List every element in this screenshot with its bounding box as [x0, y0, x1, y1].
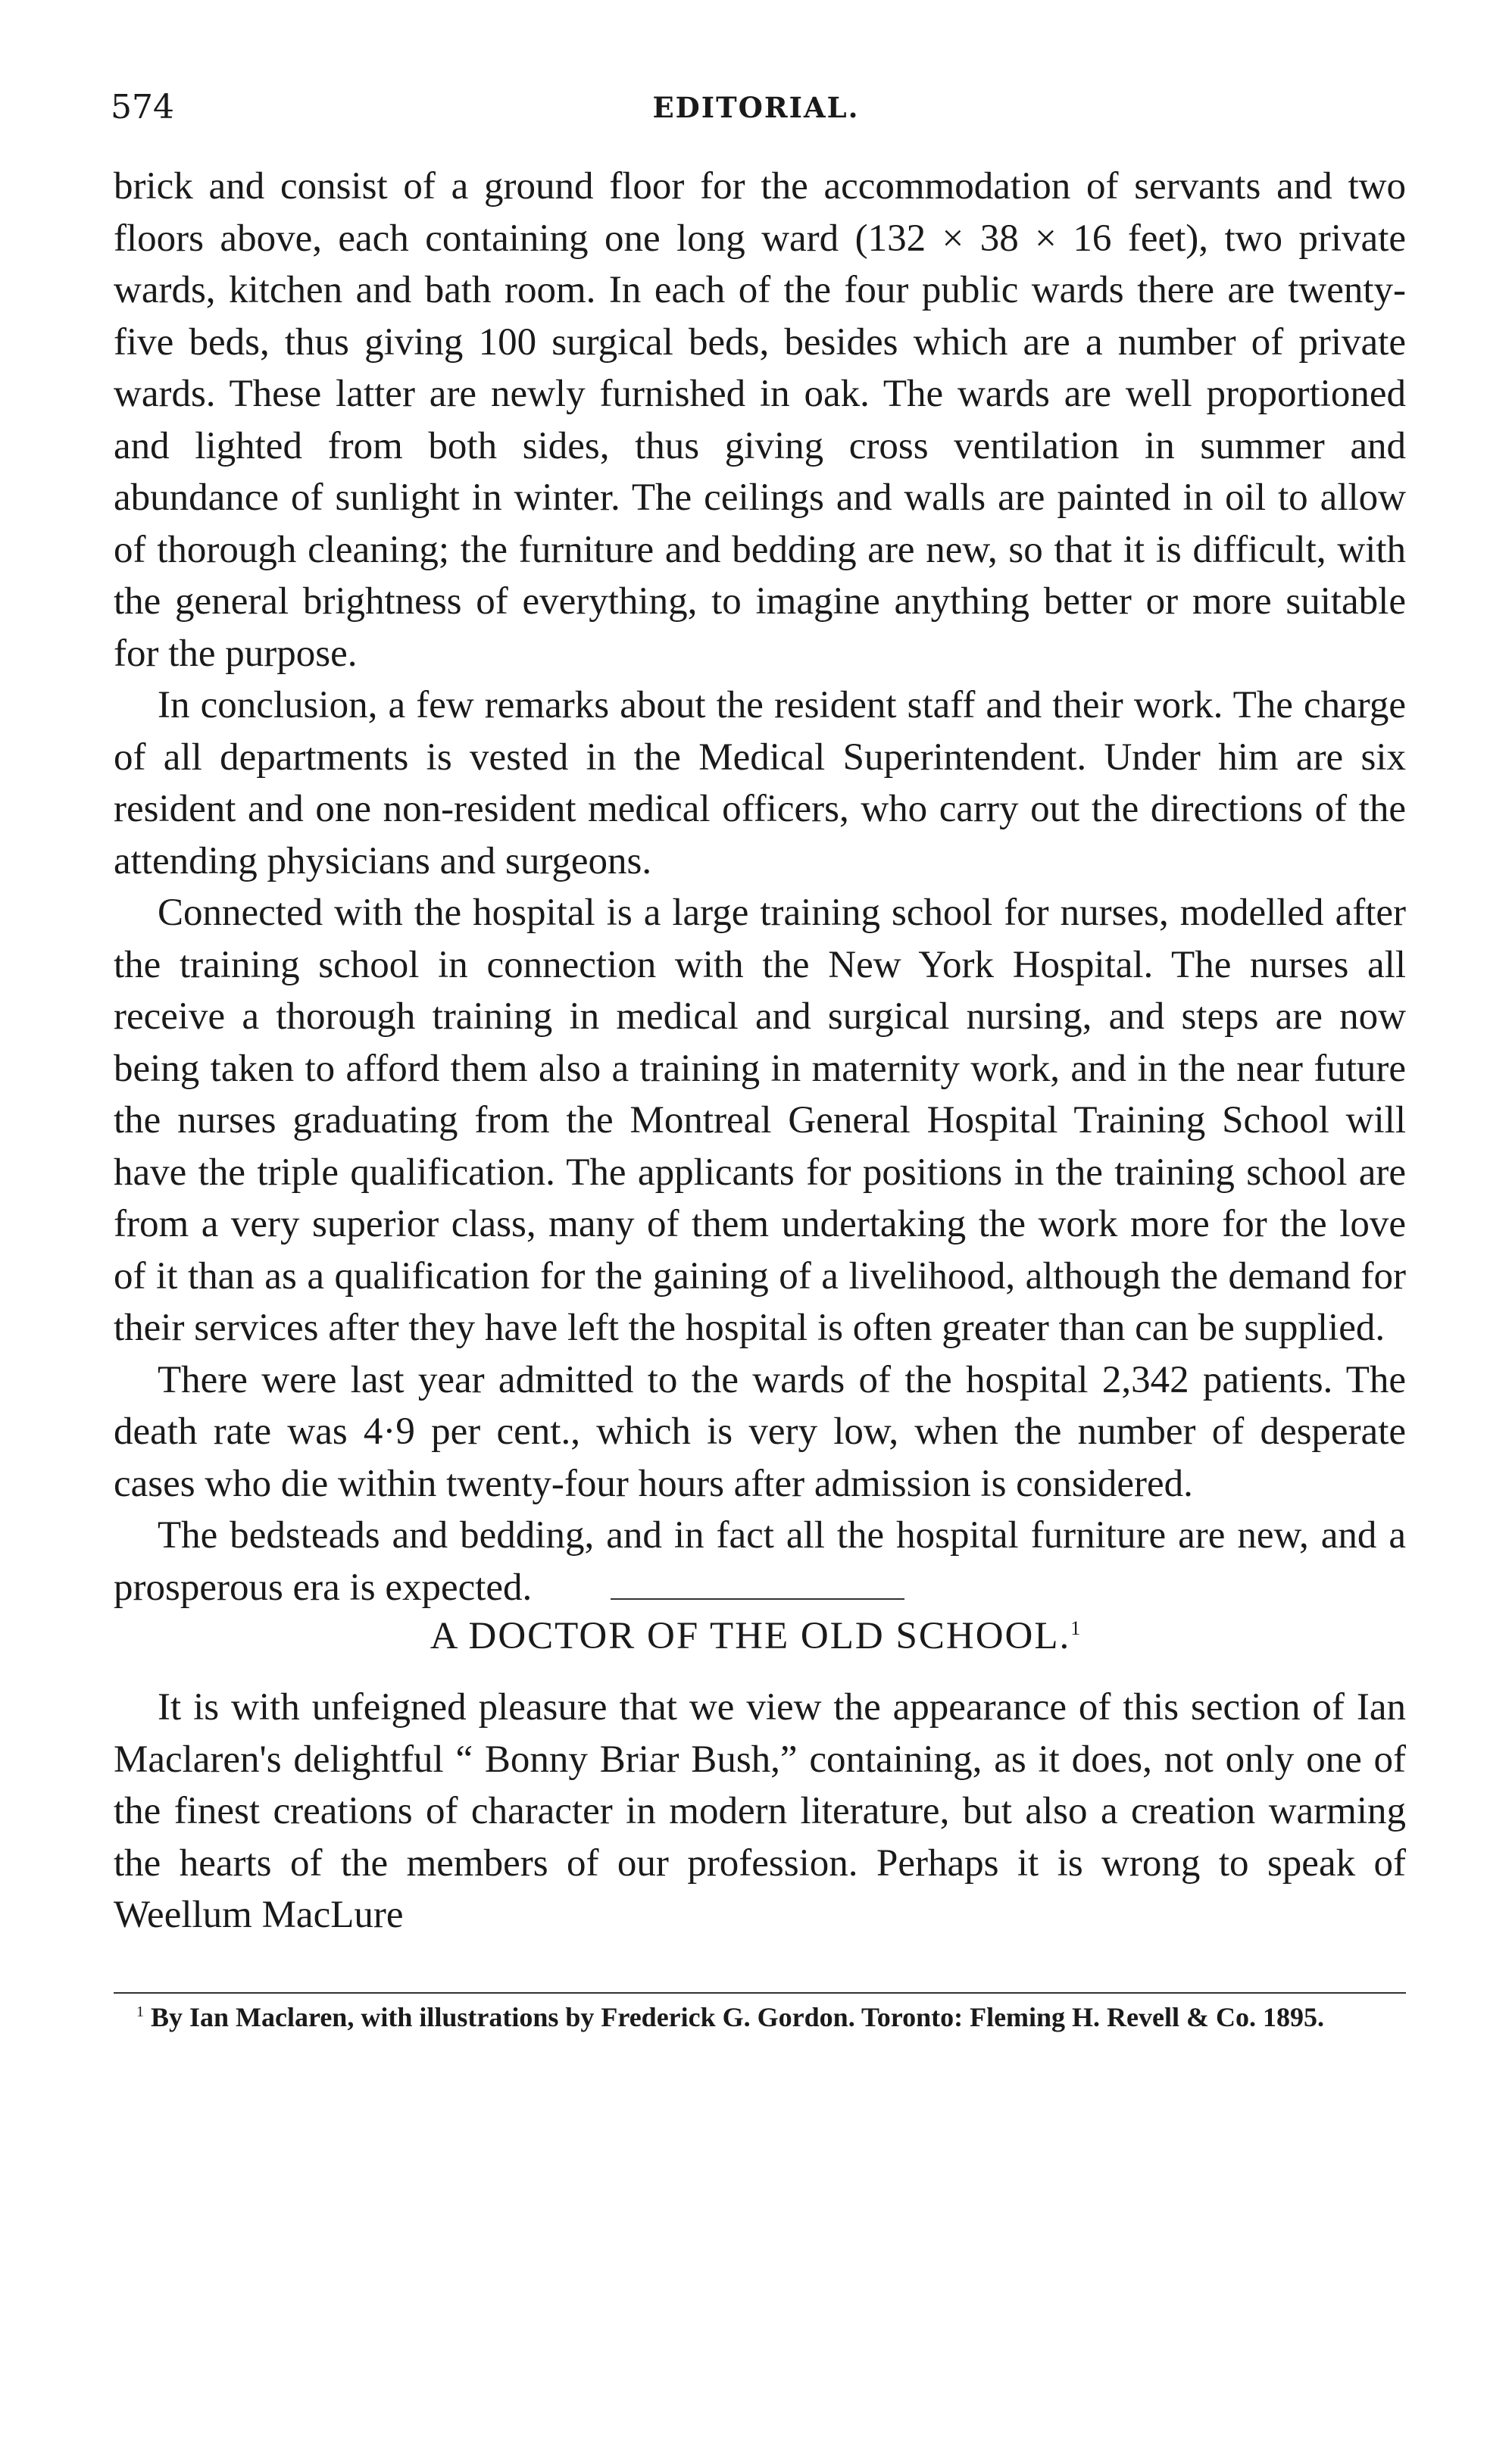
body-paragraph: In conclusion, a few remarks about the resident staff and their work. The charge of all departments is vested in the Medical Superintendent. Under him are six resident and one non-resident medical officers, who carry out the directions of the attending physicians and surgeons.	[114, 684, 1406, 882]
page-number: 574	[111, 88, 174, 126]
body-paragraph: brick and consist of a ground floor for the accommodation of servants and two floors above, each containing one long ward (132 × 38 × 16 feet), two private wards, kitchen and bath room. In each of the four public wards there are twenty-five beds, thus giving 100 surgical beds, besides which are a number of private wards. These latter are newly furnished in oak. The wards are well proportioned and lighted from both sides, thus giving cross ventilation in summer and abundance of sunlight in winter. The ceilings and walls are painted in oil to allow of thorough cleaning; the furniture and bedding are new, so that it is difficult, with the general brightness of everything, to imagine anything better or more suitable for the purpose.	[114, 165, 1406, 675]
section-divider	[611, 1598, 904, 1600]
page-header	[111, 85, 1401, 138]
footnote-text: By Ian Maclaren, with illustrations by Frederick G. Gordon. Toronto: Fleming H. Revell & Co. 1895.	[151, 2002, 1325, 2032]
body-paragraph: Connected with the hospital is a large training school for nurses, modelled after the training school in connection with the New York Hospital. The nurses all receive a thorough training in medical and surgical nursing, and steps are now being taken to afford them also a training in maternity work, and in the near future the nurses graduating from the Montreal General Hospital Training School will have the triple qualification. The applicants for positions in the training school are from a very superior class, many of them undertaking the work more for the love of it than as a qualification for the gaining of a livelihood, although the demand for their services after they have left the hospital is often greater than can be supplied.	[114, 892, 1406, 1349]
body-paragraph: The bedsteads and bedding, and in fact all the hospital furniture are new, and a prosperous era is expected.	[114, 1514, 1406, 1609]
body-paragraph: There were last year admitted to the wards of the hospital 2,342 patients. The death rate was 4·9 per cent., which is very low, when the number of desperate cases who die within twenty-four hours after admission is considered.	[114, 1358, 1406, 1505]
running-head: EDITORIAL.	[652, 91, 860, 124]
footnote	[114, 2000, 1406, 2035]
section-paragraph: It is with unfeigned pleasure that we view the appearance of this section of Ian Maclaren's delightful “ Bonny Briar Bush,” containing, as it does, not only one of the finest creations of character in modern literature, but also a creation warming the hearts of the members of our profession. Perhaps it is wrong to speak of Weellum MacLure	[114, 1686, 1406, 1936]
section-title-text: A DOCTOR OF THE OLD SCHOOL.	[430, 1615, 1071, 1657]
footnote-marker: 1	[136, 2004, 144, 2020]
section-title	[0, 1610, 1512, 1663]
footnote-rule	[114, 1992, 1406, 1994]
editorial-body	[114, 161, 1406, 1613]
footnote-reference: 1	[1070, 1617, 1082, 1639]
section-body	[114, 1682, 1406, 1941]
